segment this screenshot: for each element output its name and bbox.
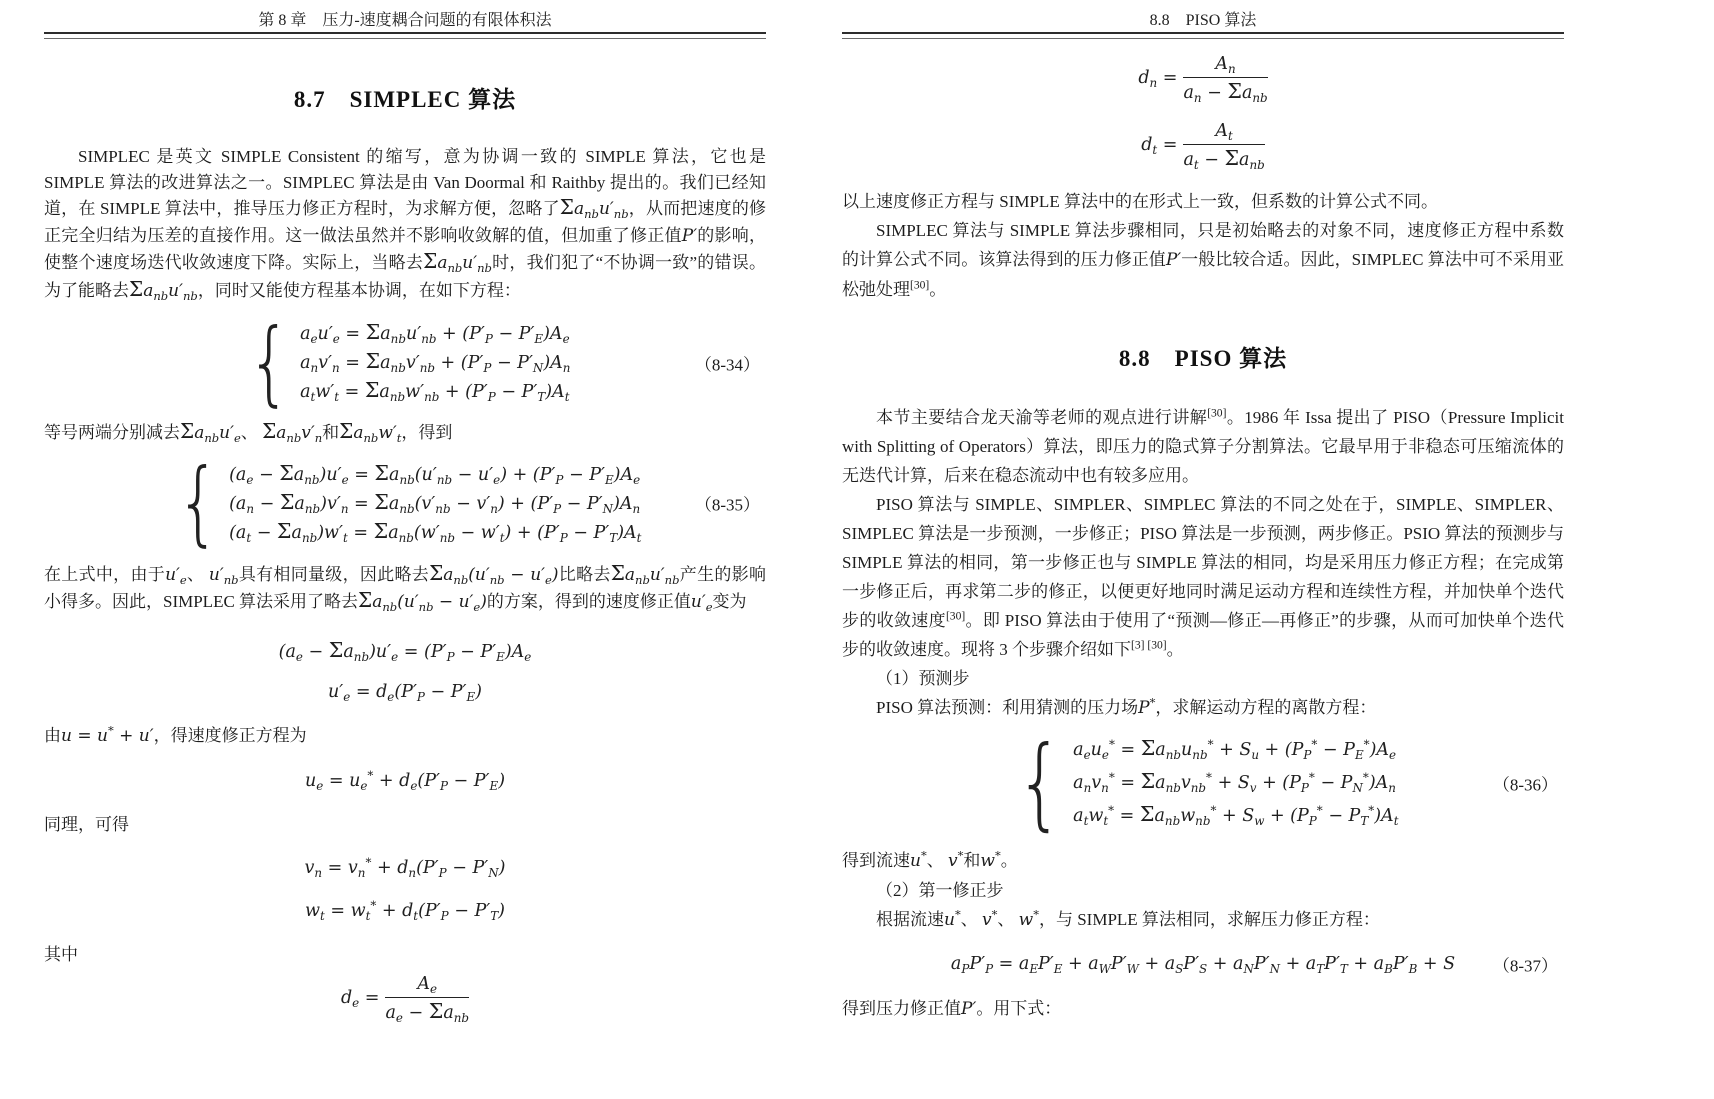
equation-8-37 (842, 953, 1564, 977)
equation-line: $(a_t - \Sigma a_{nb})w'_t = \Sigma a_{nb}(w'_{nb} - w'_t) + (P'_P - P'_T)A_t$ (229, 518, 642, 545)
equation-fraction (842, 53, 1564, 104)
equation-body: $v_n = v_n^* + d_n(P'_P - P'_N)$ (304, 854, 506, 880)
fraction-numerator: $A_n$ (1183, 53, 1267, 78)
paragraph: 以上速度修正方程与 SIMPLE 算法中的在形式上一致，但系数的计算公式不同。 (842, 192, 1438, 211)
fraction-numerator: $A_e$ (385, 973, 469, 998)
equation-lines (1073, 733, 1398, 832)
equation (44, 681, 766, 702)
equation-8-36 (842, 723, 1564, 841)
equation (44, 854, 766, 880)
paragraph: 得到压力修正值P′。用下式： (842, 999, 1062, 1019)
step-label: （1）预测步 (876, 669, 970, 688)
system-brace-icon: { (246, 308, 291, 416)
equation-line: $a_tw_t^* = \Sigma a_{nb}w_{nb}^* + S_w + (P_P^* - P_T^*)A_t$ (1073, 802, 1399, 829)
equation-line: $a_tw'_t = \Sigma a_{nb}w'_{nb} + (P'_P - P'_T)A_t$ (300, 378, 570, 405)
step-text: 根据流速u*、 v*、 w*，与 SIMPLE 算法相同，求解压力修正方程： (876, 907, 1380, 930)
paragraph: 等号两端分别减去$\Sigma a_{nb}u'_e$、 $\Sigma a_{nb}v'_n$和$\Sigma a_{nb}w'_t$，得到 (44, 419, 453, 446)
equation-lines (300, 319, 570, 406)
paragraph: 其中 (44, 944, 78, 964)
step-label: （2）第一修正步 (876, 881, 1004, 900)
fraction-lhs: $d_n$ = (1138, 67, 1178, 90)
equation-line: $a_eu'_e = \Sigma a_{nb}u'_{nb} + (P'_P - P'_E)A_e$ (300, 320, 570, 347)
fraction (385, 973, 469, 1024)
section-title-8-7: 8.7 SIMPLEC 算法 (293, 87, 517, 112)
system-brace-icon: { (175, 449, 220, 556)
equation-body: $u_e = u_e^* + d_e(P'_P - P'_E)$ (304, 768, 506, 794)
fraction-numerator: $A_t$ (1183, 120, 1264, 145)
equation-body: $u'_e = d_e(P'_P - P'_E)$ (328, 681, 482, 704)
equation-line: $a_nv'_n = \Sigma a_{nb}v'_{nb} + (P'_P - P'_N)A_n$ (300, 349, 571, 376)
fraction (1183, 53, 1267, 104)
equation-number: （8-35） (694, 495, 760, 515)
header-rule (44, 32, 766, 39)
paragraph: 由u = u* + u′，得速度修正方程为 (44, 723, 307, 746)
fraction-denominator: $a_n - \Sigma a_{nb}$ (1183, 79, 1268, 106)
equation-body: $(a_e - \Sigma a_{nb})u'_e = (P'_P - P'_E)A_e$ (278, 637, 532, 664)
paragraph: PISO 算法与 SIMPLE、SIMPLER、SIMPLEC 算法的不同之处在于，SIMPLE、SIMPLER、SIMPLEC 算法是一步预测，一步修正；PISO 算法是一步预测，两步修正。PSIO 算法的预测步与 SIMPLE 算法的相同，第一步修正也与 SIMPLE 算法的相同，均是采用压力修正方程；在完成第一步修正后，再求第二步的修正，以便更好地同时满足运动方程和连续性方程，并加快单个迭代步的收敛速度[30]。即 PISO 算法由于使用了“预测—修正—再修正”的步骤，从而可加快单个迭代步的收敛速度。现将 3 个步骤介绍如下[3] [30]。 (842, 495, 1565, 659)
left-page (44, 0, 766, 1024)
header-rule (842, 32, 1564, 39)
paragraph: 本节主要结合龙天渝等老师的观点进行讲解[30]。1986 年 Issa 提出了 PISO（Pressure Implicit with Splitting of Operators）算法，即压力的隐式算子分割算法。它最早用于非稳态可压缩流体的无迭代计算，后来在稳态流动中也有较多应用。 (842, 406, 1564, 485)
equation-line: $(a_n - \Sigma a_{nb})v'_n = \Sigma a_{nb}(v'_{nb} - v'_n) + (P'_P - P'_N)A_n$ (229, 489, 641, 516)
equation-fraction (44, 973, 766, 1024)
fraction-lhs: $d_e$ = (340, 987, 380, 1010)
fraction-lhs: $d_t$ = (1141, 134, 1178, 157)
equation-8-35 (44, 449, 766, 556)
fraction (1183, 120, 1264, 171)
paragraph: 得到流速u*、 v*和w*。 (842, 848, 1018, 871)
equation (44, 768, 766, 794)
paragraph: SIMPLEC 是英文 SIMPLE Consistent 的缩写，意为协调一致的 SIMPLE 算法，它也是 SIMPLE 算法的改进算法之一。SIMPLEC 算法是由 Van Doormal 和 Raithby 提出的。我们已经知道，在 SIMPLE 算法中，推导压力修正方程时，为求解方便，忽略了$\Sigma a_{nb}u'_{nb}$，从而把速度的修正完全归结为压差的直接作用。这一做法虽然并不影响收敛解的值，但加重了修正值P′的影响，使整个速度场迭代收敛速度下降。实际上，当略去$\Sigma a_{nb}u'_{nb}$时，我们犯了“不协调一致”的错误。为了能略去$\Sigma a_{nb}u'_{nb}$，同时又能使方程基本协调，在如下方程： (44, 147, 767, 303)
system-brace-icon: { (1015, 723, 1064, 841)
equation-number: （8-36） (1492, 775, 1558, 794)
paragraph: SIMPLEC 算法与 SIMPLE 算法步骤相同，只是初始略去的对象不同，速度修正方程中系数的计算公式不同。该算法得到的压力修正值P′一般比较合适。因此，SIMPLEC 算法中可不采用亚松弛处理[30]。 (842, 221, 1565, 299)
equation-8-34 (44, 308, 766, 416)
section-header: 8.8 PISO 算法 (1149, 12, 1257, 29)
paragraph: 在上式中，由于$u'_e$、 $u'_{nb}$具有相同量级，因此略去$\Sigma a_{nb}(u'_{nb} - u'_e)$比略去$\Sigma a_{nb}u'_{nb}$产生的影响小得多。因此，SIMPLEC 算法采用了略去$\Sigma a_{nb}(u'_{nb} - u'_e)$的方案，得到的速度修正值$u'_e$变为 (44, 560, 766, 615)
equation-body: $w_t = w_t^* + d_t(P'_P - P'_T)$ (305, 897, 505, 923)
equation (44, 897, 766, 923)
section-title-8-8: 8.8 PISO 算法 (1118, 346, 1288, 371)
equation-line: $a_eu_e^* = \Sigma a_{nb}u_{nb}^* + S_u + (P_P^* - P_E^*)A_e$ (1073, 736, 1397, 763)
step-text: PISO 算法预测：利用猜测的压力场P*，求解运动方程的离散方程： (876, 695, 1377, 718)
fraction-denominator: $a_e - \Sigma a_{nb}$ (385, 999, 470, 1026)
equation-line: $(a_e - \Sigma a_{nb})u'_e = \Sigma a_{nb}(u'_{nb} - u'_e) + (P'_P - P'_E)A_e$ (229, 460, 641, 487)
fraction-denominator: $a_t - \Sigma a_{nb}$ (1183, 146, 1265, 173)
equation (44, 638, 766, 662)
equation-lines (229, 460, 641, 547)
equation-body: $a_PP'_P = a_EP'_E + a_WP'_W + a_SP'_S + a_NP'_N + a_TP'_T + a_BP'_B + S$ (950, 954, 1456, 977)
equation-number: （8-34） (694, 355, 760, 374)
equation-fraction (842, 120, 1564, 171)
equation-line: $a_nv_n^* = \Sigma a_{nb}v_{nb}^* + S_v + (P_P^* - P_N^*)A_n$ (1073, 769, 1396, 796)
chapter-header: 第 8 章 压力-速度耦合问题的有限体积法 (258, 12, 552, 29)
equation-number: （8-37） (1492, 956, 1558, 975)
paragraph: 同理，可得 (44, 815, 129, 834)
right-page (842, 0, 1564, 1024)
